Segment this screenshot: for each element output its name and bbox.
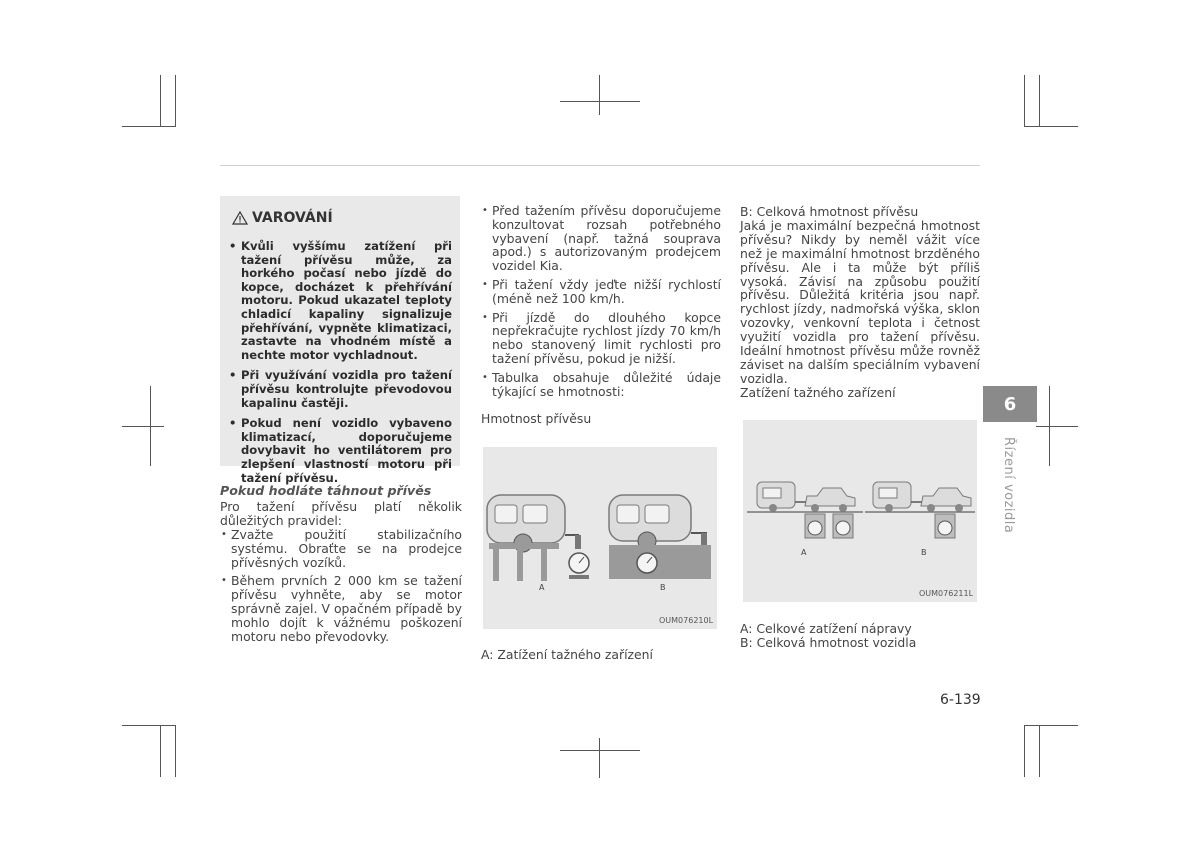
chapter-number-tab: 6 [983,386,1037,422]
crop-mark [175,725,176,777]
crop-mark [599,75,600,115]
figure-label-b: B [660,583,666,592]
figure-code: OUM076211L [919,589,974,598]
crop-mark [122,725,176,726]
figure-label-a: A [539,583,545,592]
col3-text: B: Celková hmotnost přívěsu Jaká je maximální bezpečná hmotnost přívěsu? Nikdy by neměl vážit více než je maximální hmotnost brzděného přívěsu. Ale i ta může být příliš vysoká. Závisí na způsobu použití přívěsu. Důležitá kritéria jsou např. rychlost jízdy, nadmořská výška, sklon vozovky, venkovní teplota i četnost využití vozidla pro tažení přívěsu. Ideální hmotnost přívěsu může rovněž záviset na dalším speciálním vybavení vozidla. [740,204,980,386]
figure-label-a: A [801,548,807,557]
chapter-title: Řízení vozidla [1001,437,1016,534]
list-item: • Před tažením přívěsu doporučujeme konzultovat rozsah potřebného vybavení (např. tažná souprava apod.) s autorizovaným prodejcem vozidel Kia. [481,204,721,273]
section-intro: Pro tažení přívěsu platí několik důležitých pravidel: [220,499,462,528]
figure-caption-a: A: Celkové zatížení nápravy [740,621,912,636]
header-rule [220,165,980,166]
warning-triangle-icon [232,211,248,225]
crop-mark [1039,725,1040,777]
section-bullets [220,528,462,648]
warning-list [228,240,452,492]
crop-mark [122,126,176,127]
crop-mark [1036,426,1078,427]
crop-mark [160,75,161,127]
figure-code: OUM076210L [659,616,714,625]
page-number: 6-139 [940,692,981,708]
figure-label-b: B [921,548,927,557]
list-item: • Při tažení vždy jeďte nižší rychlostí (méně než 100 km/h. [481,278,721,306]
crop-mark [560,101,640,102]
crop-mark [599,738,600,778]
trailer-weight-figure [483,447,717,629]
warning-box [220,196,460,485]
crop-mark [160,725,161,777]
crop-mark [1024,725,1025,777]
crop-mark [1024,725,1078,726]
warning-item: • Pokud není vozidlo vybaveno klimatizací, doporučujeme dovybavit ho ventilátorem pro zlepšení vlastností motoru při tažení přívěsu. [228,417,452,485]
list-item: • Během prvních 2 000 km se tažení přívěsu vyhněte, aby se motor správně zajel. V opačném případě by mohlo dojít k vážnému poškození motoru nebo převodovky. [220,574,462,643]
list-item: • Při jízdě do dlouhého kopce nepřekračujte rychlost jízdy 70 km/h nebo stanovený limit rychlosti pro tažení přívěsu, pokud je nižší. [481,311,721,366]
trailer-weight-illustration [483,447,717,629]
crop-mark [1024,75,1025,127]
warning-item: • Při využívání vozidla pro tažení přívěsu kontrolujte převodovou kapalinu častěji. [228,369,452,410]
crop-mark [560,750,640,751]
crop-mark [1039,75,1040,127]
warning-item: • Kvůli vyššímu zatížení při tažení přívěsu může, za horkého počasí nebo jízdě do kopce, docházet k přehřívání motoru. Pokud ukazatel teploty chladicí kapaliny signalizuje přehřívání, vypněte klimatizaci, zastavte na vhodném místě a nechte motor vychladnout. [228,240,452,362]
crop-mark [122,426,164,427]
col2-bullets [481,204,721,403]
hitch-load-figure [743,420,977,602]
section-title: Pokud hodláte táhnout přívěs [220,483,432,498]
trailer-weight-heading: Hmotnost přívěsu [481,411,592,426]
warning-title-text: VAROVÁNÍ [252,210,333,226]
figure-caption-b: B: Celková hmotnost vozidla [740,635,917,650]
warning-title [232,210,333,226]
hitch-load-heading: Zatížení tažného zařízení [740,385,896,400]
crop-mark [1024,126,1078,127]
hitch-load-illustration [743,420,977,602]
figure-caption: A: Zatížení tažného zařízení [481,647,653,662]
list-item: • Zvažte použití stabilizačního systému. Obraťte se na prodejce přívěsných vozíků. [220,528,462,569]
crop-mark [175,75,176,127]
list-item: • Tabulka obsahuje důležité údaje týkající se hmotnosti: [481,371,721,399]
